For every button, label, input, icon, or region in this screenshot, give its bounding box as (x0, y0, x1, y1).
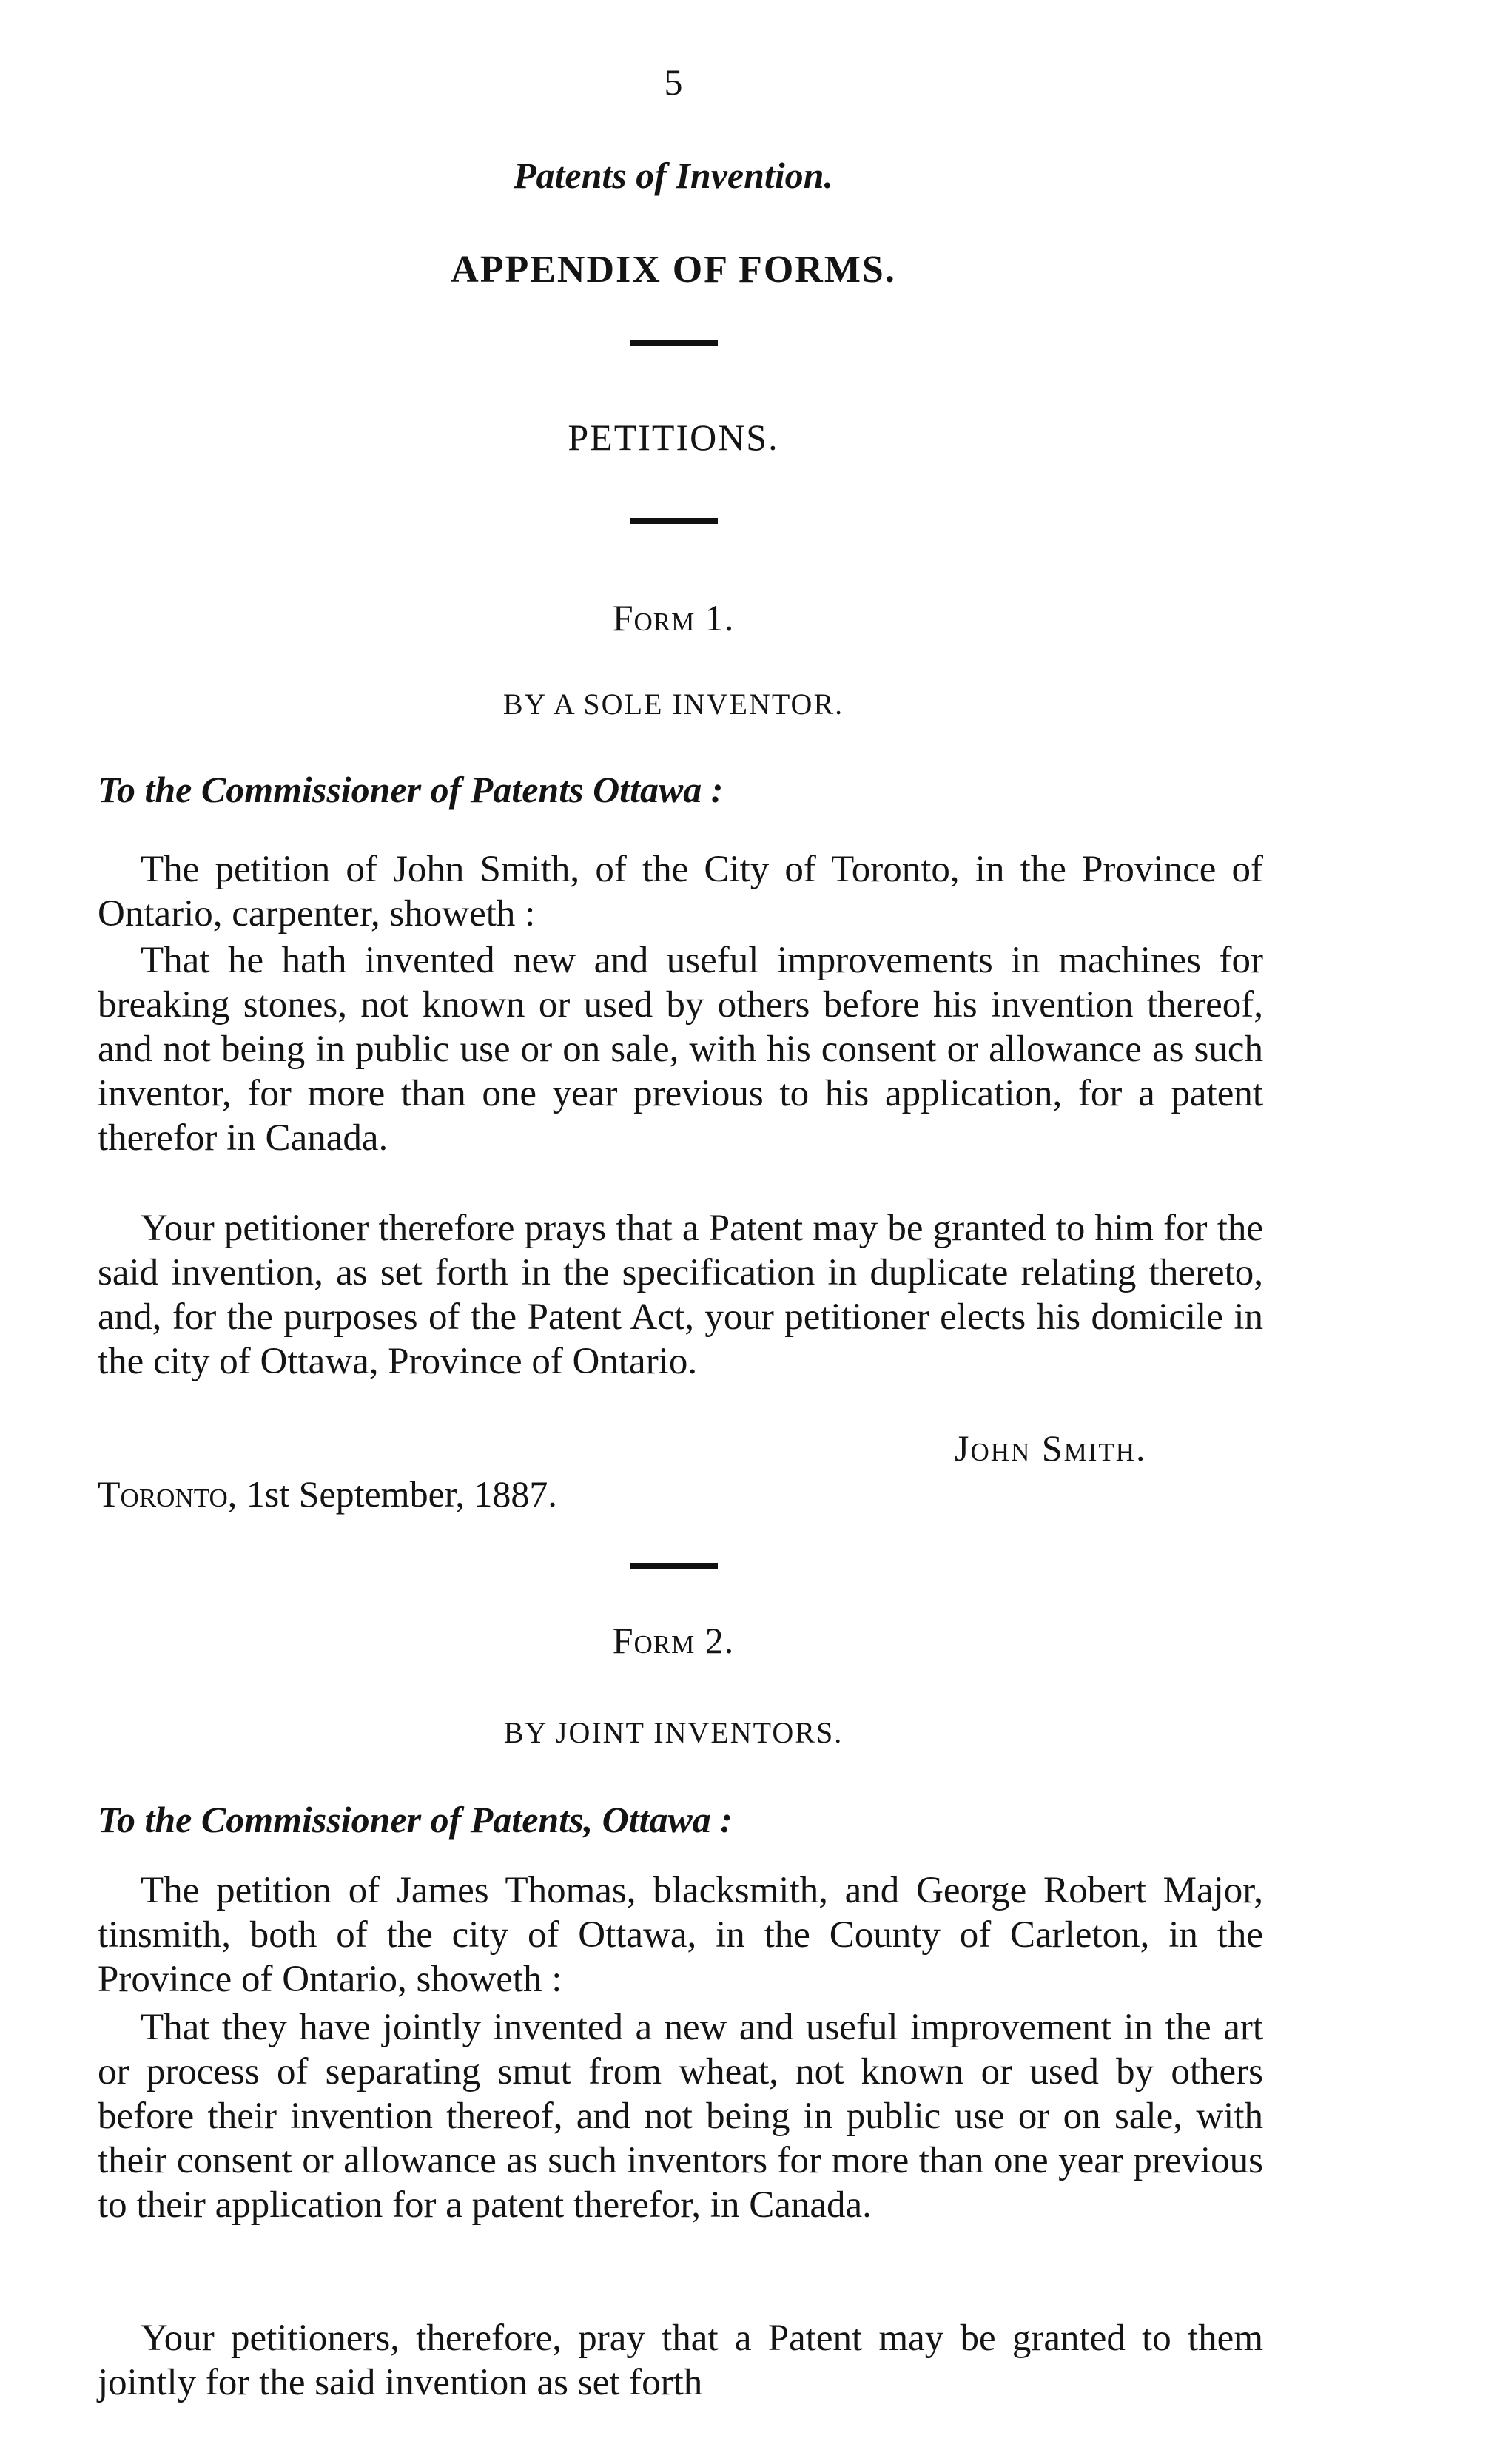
page-number: 5 (664, 61, 683, 103)
form-1-paragraph: That he hath invented new and useful improvements in machines for breaking stones, not known or used by others before his invention thereof, and not being in public use or on sale, with his consent or allowance as such inventor, for more than one year previous to his application, for a patent therefor in Canada. (98, 940, 1263, 1159)
form-1-signature: John Smith. (955, 1427, 1147, 1469)
form-1-subheading: BY A SOLE INVENTOR. (502, 687, 844, 721)
section-title: PETITIONS. (568, 417, 779, 458)
form-1-address: To the Commissioner of Patents Ottawa : (98, 769, 724, 810)
form-1-paragraph: Your petitioner therefore prays that a Patent may be granted to him for the said invention, as set forth in the specification in duplicate relating thereto, and, for the purposes of the Patent Act, your petitioner elects his domicile in the city of Ottawa, Province of Ontario. (98, 1208, 1263, 1382)
running-head: Patents of Invention. (514, 155, 833, 196)
divider-rule (630, 1563, 718, 1569)
form-2-paragraph: The petition of James Thomas, blacksmith, and George Robert Major, tinsmith, both of the city of Ottawa, in the County of Carleton, in the Province of Ontario, showeth : (98, 1870, 1263, 2000)
form-1-place: Toronto, (98, 1473, 238, 1515)
form-2-paragraph: That they have jointly invented a new and useful improvement in the art or process of separating smut from wheat, not known or used by others before their invention thereof, and not being in public use or on sale, with their consent or allowance as such inventors for more than one year previous to their application for a patent therefor, in Canada. (98, 2007, 1263, 2226)
divider-rule (630, 518, 718, 524)
form-2-address: To the Commissioner of Patents, Ottawa : (98, 1799, 733, 1840)
form-1-place-date (98, 1472, 557, 1515)
form-2-subheading: BY JOINT INVENTORS. (503, 1716, 844, 1749)
form-2-heading: Form 2. (612, 1620, 735, 1661)
appendix-title: APPENDIX OF FORMS. (451, 249, 896, 291)
form-1-paragraph: The petition of John Smith, of the City of Toronto, in the Province of Ontario, carpenter, showeth : (98, 849, 1263, 935)
form-1-heading: Form 1. (612, 597, 735, 639)
form-1-date: 1st September, 1887. (246, 1473, 557, 1515)
divider-rule (630, 340, 718, 346)
form-2-paragraph: Your petitioners, therefore, pray that a Patent may be granted to them jointly for the said invention as set forth (98, 2317, 1263, 2403)
